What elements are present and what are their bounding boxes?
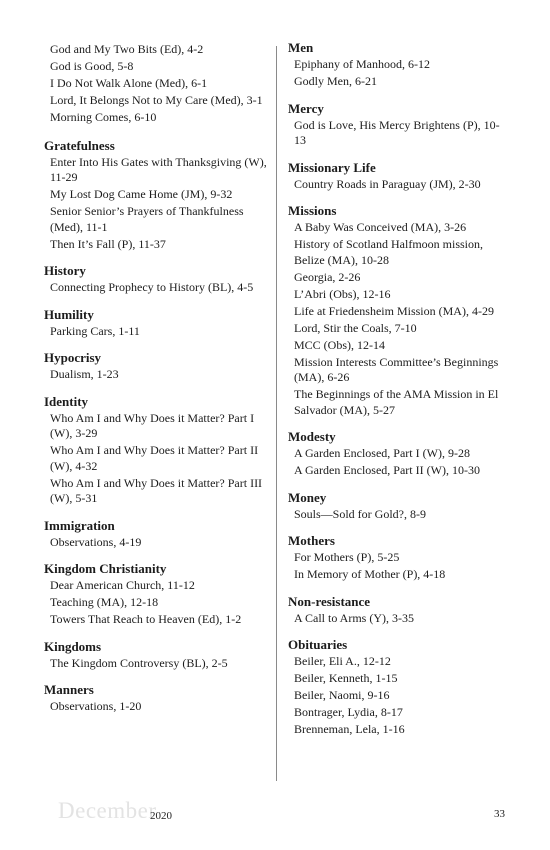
- index-section: [288, 637, 508, 738]
- section-heading: Kingdoms: [44, 638, 102, 654]
- section-heading: Missionary Life: [288, 159, 376, 175]
- index-section: [288, 40, 508, 90]
- index-entry: God is Good, 5-8: [50, 59, 134, 73]
- index-entry: Epiphany of Manhood, 6-12: [294, 57, 430, 71]
- index-entry: Morning Comes, 6-10: [50, 110, 157, 124]
- index-entry: Connecting Prophecy to History (BL), 4-5: [50, 280, 254, 294]
- section-heading: Obituaries: [288, 637, 348, 652]
- index-section: [288, 160, 508, 193]
- section-heading: Mothers: [288, 533, 335, 548]
- index-entry: In Memory of Mother (P), 4-18: [294, 567, 446, 581]
- index-entry: Beiler, Eli A., 12-12: [294, 654, 391, 668]
- index-entry: For Mothers (P), 5-25: [294, 550, 400, 564]
- left-sections: [44, 138, 268, 715]
- index-entry: The Beginnings of the AMA Mission in El Salvador (MA), 5-27: [294, 387, 499, 417]
- index-entry: Observations, 1-20: [50, 699, 142, 713]
- index-entry: Bontrager, Lydia, 8-17: [294, 705, 403, 719]
- index-entry: Godly Men, 6-21: [294, 74, 377, 88]
- index-section: [44, 639, 268, 672]
- index-entry: Parking Cars, 1-11: [50, 323, 140, 338]
- index-entry: Dear American Church, 11-12: [50, 578, 195, 592]
- index-entry: Life at Friedensheim Mission (MA), 4-29: [294, 303, 494, 318]
- index-section: [288, 594, 508, 627]
- section-heading: Money: [288, 489, 327, 505]
- index-entry: Beiler, Naomi, 9-16: [294, 688, 390, 702]
- index-section: [44, 394, 268, 507]
- index-entry: I Do Not Walk Alone (Med), 6-1: [50, 76, 208, 90]
- index-section: [44, 561, 268, 628]
- index-section: [288, 490, 508, 523]
- section-heading: Hypocrisy: [44, 350, 102, 365]
- index-column-right: [288, 40, 508, 749]
- index-entry: Teaching (MA), 12-18: [50, 595, 159, 609]
- index-entry: Mission Interests Committee’s Beginnings (MA), 6-26: [294, 354, 499, 384]
- index-entry: Brenneman, Lela, 1-16: [294, 722, 405, 736]
- index-entry: Enter Into His Gates with Thanksgiving (W), 11-29: [50, 154, 267, 184]
- section-heading: Non-resistance: [288, 593, 371, 609]
- index-entry: Who Am I and Why Does it Matter? Part II (W), 4-32: [50, 443, 259, 473]
- section-heading: Modesty: [288, 429, 336, 444]
- index-section: [288, 203, 508, 418]
- continued-entries: [44, 42, 268, 126]
- index-section: [288, 533, 508, 583]
- index-entry: My Lost Dog Came Home (JM), 9-32: [50, 187, 233, 201]
- index-entry: Who Am I and Why Does it Matter? Part III (W), 5-31: [50, 475, 263, 505]
- index-section: [44, 263, 268, 296]
- index-entry: Senior Senior’s Prayers of Thankfulness (Med), 11-1: [50, 204, 244, 234]
- index-entry: Beiler, Kenneth, 1-15: [294, 671, 398, 685]
- index-column-left: [44, 40, 268, 726]
- index-entry: God is Love, His Mercy Brightens (P), 10-13: [294, 117, 500, 147]
- index-entry: Who Am I and Why Does it Matter? Part I (W), 3-29: [50, 410, 255, 440]
- index-section: [44, 682, 268, 715]
- index-entry: A Baby Was Conceived (MA), 3-26: [294, 220, 467, 234]
- section-heading: Men: [288, 40, 314, 55]
- index-entry: A Garden Enclosed, Part II (W), 10-30: [294, 463, 480, 477]
- index-entry: L’Abri (Obs), 12-16: [294, 286, 391, 301]
- index-entry: Souls—Sold for Gold?, 8-9: [294, 506, 426, 521]
- index-section: [44, 518, 268, 551]
- index-entry: Lord, Stir the Coals, 7-10: [294, 320, 417, 335]
- index-entry: Lord, It Belongs Not to My Care (Med), 3-1: [50, 93, 263, 107]
- footer-month: December: [58, 798, 157, 823]
- index-entry: Then It’s Fall (P), 11-37: [50, 236, 166, 251]
- section-heading: Mercy: [288, 100, 324, 116]
- section-heading: Manners: [44, 682, 94, 697]
- column-divider: [276, 46, 277, 781]
- section-heading: Kingdom Christianity: [44, 561, 167, 576]
- section-heading: Gratefulness: [44, 137, 115, 153]
- index-entry: Country Roads in Paraguay (JM), 2-30: [294, 176, 481, 191]
- index-section: [44, 138, 268, 253]
- index-section: [288, 101, 508, 149]
- index-entry: Observations, 4-19: [50, 534, 142, 549]
- index-entry: MCC (Obs), 12-14: [294, 337, 386, 352]
- section-heading: Identity: [44, 393, 89, 409]
- right-sections: [288, 40, 508, 738]
- section-heading: Missions: [288, 203, 337, 218]
- index-entry: God and My Two Bits (Ed), 4-2: [50, 42, 204, 56]
- section-heading: Humility: [44, 306, 94, 322]
- footer-year: 2020: [150, 810, 172, 822]
- index-section: [44, 307, 268, 340]
- index-entry: History of Scotland Halfmoon mission, Belize (MA), 10-28: [294, 237, 483, 267]
- section-heading: History: [44, 263, 86, 278]
- index-section: [44, 350, 268, 383]
- index-entry: Towers That Reach to Heaven (Ed), 1-2: [50, 612, 242, 626]
- index-entry: Georgia, 2-26: [294, 269, 361, 284]
- index-section: [288, 429, 508, 479]
- index-entry: Dualism, 1-23: [50, 367, 119, 381]
- section-heading: Immigration: [44, 517, 115, 533]
- index-entry: A Garden Enclosed, Part I (W), 9-28: [294, 446, 470, 460]
- index-entry: The Kingdom Controversy (BL), 2-5: [50, 655, 228, 670]
- index-entry: A Call to Arms (Y), 3-35: [294, 610, 414, 625]
- page-number: 33: [494, 808, 505, 820]
